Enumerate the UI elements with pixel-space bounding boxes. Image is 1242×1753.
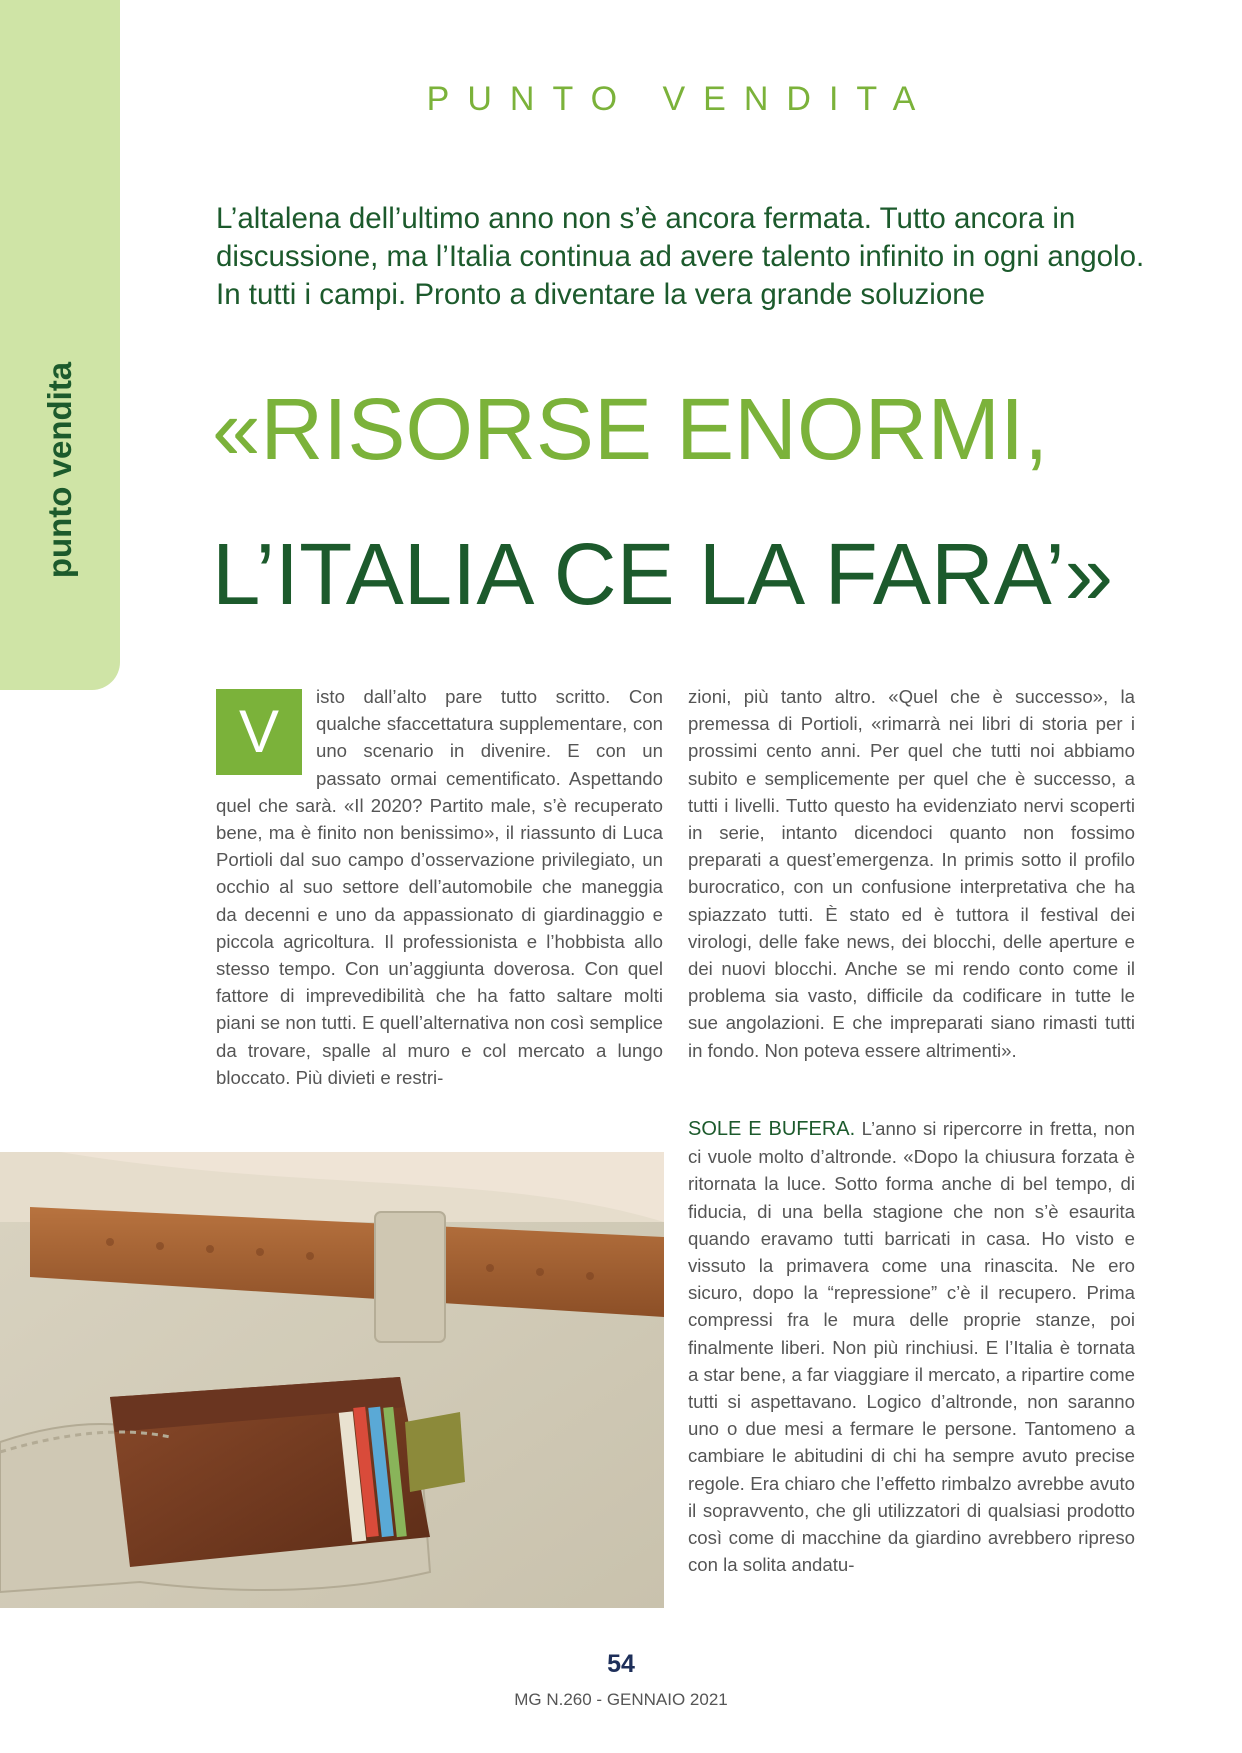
- article-column-left: [216, 683, 663, 1091]
- column-left-text: isto dall’alto pare tutto scritto. Con qualche sfaccettatura supplementare, con uno scenario in divenire. E con un passato ormai cementificato. Aspettando quel che sarà. «Il 2020? Partito male, s’è recuperato bene, ma è finito non benissimo», il riassunto di Luca Portioli dal suo campo d’osservazione privilegiato, un occhio al suo settore dell’automobile che maneggia da decenni e uno da appassionato di giardinaggio e piccola agricoltura. Il professionista e l’hobbista allo stesso tempo. Con un’aggiunta doverosa. Con quel fattore di imprevedibilità che ha fatto saltare molti piani se non tutti. E quell’alternativa non così semplice da trovare, spalle al muro e col mercato a lungo bloccato. Più divieti e restri-: [216, 686, 663, 1088]
- section-run-in-heading: SOLE E BUFERA.: [688, 1118, 856, 1140]
- headline-line-2: L’ITALIA CE LA FARA’»: [212, 526, 1114, 623]
- section-header: PUNTO VENDITA: [426, 80, 934, 118]
- issue-info: MG N.260 - GENNAIO 2021: [514, 1690, 728, 1709]
- side-tab: [0, 0, 120, 690]
- dropcap: V: [216, 689, 302, 775]
- side-section-label: punto vendita: [41, 361, 78, 579]
- page-number: 54: [607, 1650, 635, 1678]
- article-column-right: zioni, più tanto altro. «Quel che è successo», la premessa di Portioli, «rimarrà nei libri di storia per i prossimi cento anni. Per quel che tutti noi abbiamo subito e semplicemente per quel che è successo, a tutti i livelli. Tutto questo ha evidenziato nervi scoperti in serie, intanto dicendoci quanto non fossimo preparati a quest’emergenza. In primis sotto il profilo burocratico, con un confusione interpretativa che ha spiazzato tutti. È stato ed è tuttora il festival dei virologi, delle fake news, dei blocchi, delle aperture e dei nuovi blocchi. Anche se mi rendo conto come il problema sia vasto, difficile da codificare in tutte le sue angolazioni. E che impreparati siano rimasti tutti in fondo. Non poteva essere altrimenti».: [688, 686, 1135, 1061]
- column-right-continued-text: L’anno si ripercorre in fretta, non ci vuole molto d’altronde. «Dopo la chiusura forzata è ritornata la luce. Sotto forma anche di bel tempo, di fiducia, di una bella stagione che non s’è esaurita quando eravamo tutti barricati in casa. Ho visto e vissuto la primavera come una rinascita. Ne ero sicuro, dopo la “repressione” c’è il recupero. Prima compressi fra le mura delle proprie stanze, poi finalmente liberi. Non più rinchiusi. E l’Italia è tornata a star bene, a far viaggiare il mercato, a ripartire come tutti si aspettavano. Logico d’altronde, non saranno uno o due mesi a fermare le persone. Tantomeno a cambiare le abitudini di chi ha sempre avuto precise regole. Era chiaro che l’effetto rimbalzo avrebbe avuto il sopravvento, che gli utilizzatori di qualsiasi prodotto così come di macchine da giardino avrebbero ripreso con la solita andatu-: [688, 1118, 1136, 1576]
- article-subtitle: L’altalena dell’ultimo anno non s’è ancora fermata. Tutto ancora in discussione, ma l’Italia continua ad avere talento infinito in ogni angolo. In tutti i campi. Pronto a diventare la vera grande soluzione: [216, 202, 1145, 311]
- headline-line-1: «RISORSE ENORMI,: [212, 381, 1049, 478]
- wallet-in-pocket-photo: [0, 1152, 664, 1608]
- article-column-right-continued: [688, 1115, 1135, 1578]
